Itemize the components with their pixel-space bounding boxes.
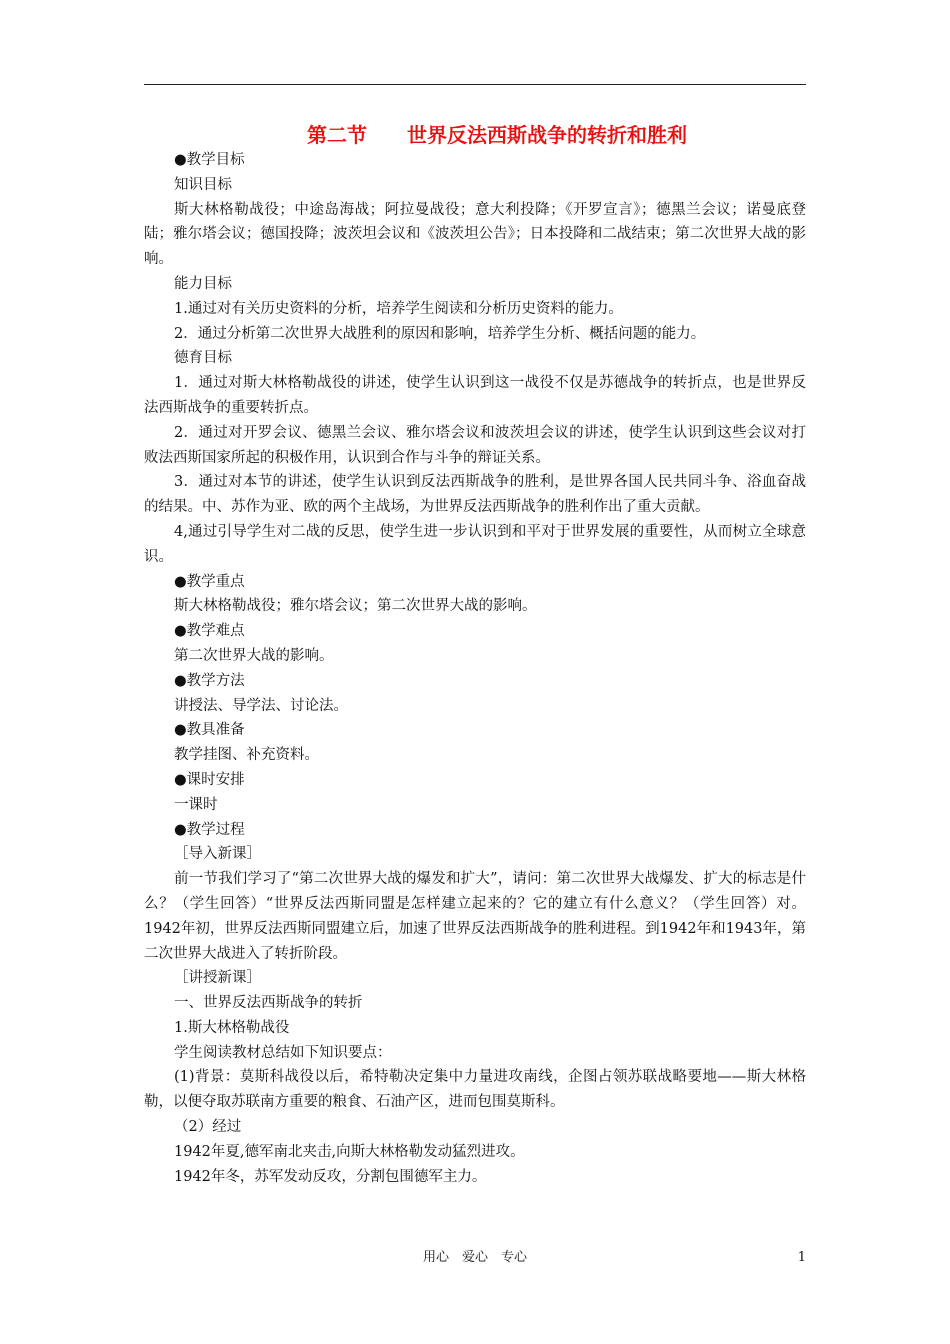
paragraph: 2．通过分析第二次世界大战胜利的原因和影响，培养学生分析、概括问题的能力。 [174,325,706,342]
paragraph: 能力目标 [174,275,232,292]
paragraph: 教学挂图、补充资料。 [174,747,319,764]
paragraph: 2．通过对开罗会议、德黑兰会议、雅尔塔会议和波茨坦会议的讲述，使学生认识到这些会议对打败法西斯国家所起的积极作用，认识到合作与斗争的辩证关系。 [144,424,806,466]
body-text [144,148,806,1189]
paragraph: ［导入新课］ [174,846,261,863]
paragraph: 1.通过对有关历史资料的分析，培养学生阅读和分析历史资料的能力。 [174,300,623,317]
paragraph: 德育目标 [174,350,232,367]
paragraph: 前一节我们学习了“第二次世界大战的爆发和扩大”，请问：第二次世界大战爆发、扩大的标志是什么？（学生回答）“世界反法西斯同盟是怎样建立起来的？它的建立有什么意义？（学生回答）对。1942年初，世界反法西斯同盟建立后，加速了世界反法西斯战争的胜利进程。到1942年和1943年，第二次世界大战进入了转折阶段。 [144,871,806,962]
paragraph: ●教学过程 [174,821,245,838]
paragraph: 1．通过对斯大林格勒战役的讲述，使学生认识到这一战役不仅是苏德战争的转折点，也是世界反法西斯战争的重要转折点。 [144,375,806,416]
page-title: 第二节 世界反法西斯战争的转折和胜利 [307,123,687,147]
paragraph: ●教具准备 [174,722,245,739]
paragraph: 斯大林格勒战役；雅尔塔会议；第二次世界大战的影响。 [174,598,537,615]
paragraph: （2）经过 [174,1119,242,1136]
paragraph: 3．通过对本节的讲述，使学生认识到反法西斯战争的胜利，是世界各国人民共同斗争、浴血奋战的结果。中、苏作为亚、欧的两个主战场，为世界反法西斯战争的胜利作出了重大贡献。 [144,474,806,516]
paragraph: ●教学难点 [174,623,245,640]
paragraph: 第二次世界大战的影响。 [174,647,334,664]
paragraph: ●教学重点 [174,573,245,590]
paragraph: ●教学目标 [174,152,245,168]
paragraph: 4,通过引导学生对二战的反思，使学生进一步认识到和平对于世界发展的重要性，从而树立全球意识。 [144,523,806,565]
paragraph: 1.斯大林格勒战役 [174,1019,290,1036]
paragraph: 1942年夏,德军南北夹击,向斯大林格勒发动猛烈进攻。 [174,1143,525,1160]
paragraph: 学生阅读教材总结如下知识要点： [174,1044,392,1061]
paragraph: ●课时安排 [174,771,245,788]
paragraph: 一、世界反法西斯战争的转折 [174,995,363,1012]
paragraph: 一课时 [174,796,218,813]
footer-text: 用心 爱心 专心 [422,1250,527,1265]
paragraph: 知识目标 [174,176,232,193]
paragraph: (1)背景：莫斯科战役以后，希特勒决定集中力量进攻南线，企图占领苏联战略要地——斯大林格勒，以便夺取苏联南方重要的粮食、石油产区，进而包围莫斯科。 [144,1069,806,1111]
header-rule [144,84,806,85]
paragraph: 讲授法、导学法、讨论法。 [174,697,348,714]
paragraph: 1942年冬，苏军发动反攻，分割包围德军主力。 [174,1168,487,1185]
paragraph: ［讲授新课］ [174,970,261,987]
paragraph: ●教学方法 [174,672,245,689]
page-number: 1 [797,1250,806,1265]
paragraph: 斯大林格勒战役；中途岛海战；阿拉曼战役；意大利投降；《开罗宣言》；德黑兰会议；诺曼底登陆；雅尔塔会议；德国投降；波茨坦会议和《波茨坦公告》；日本投降和二战结束；第二次世界大战的影响。 [144,201,806,268]
